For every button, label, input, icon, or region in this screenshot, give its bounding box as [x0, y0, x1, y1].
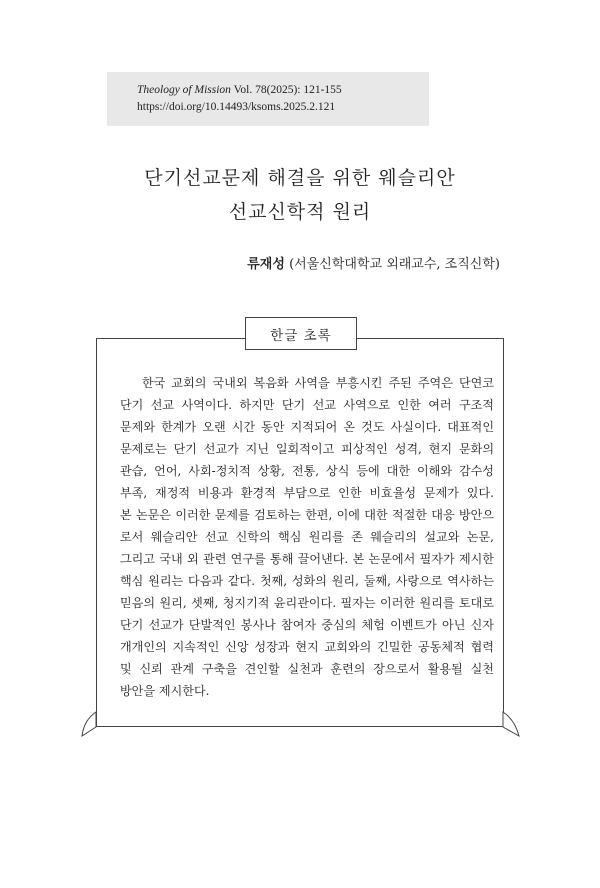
- abstract-line: 믿음의 원리, 셋째, 청지기적 윤리관이다. 필자는 이러한 원리를 토대로: [120, 596, 494, 610]
- abstract-line: 및 신뢰 관계 구축을 견인할 실천과 훈련의 장으로서 활용될 실천: [120, 662, 494, 676]
- journal-name: Theology of Mission: [137, 84, 231, 96]
- page-curl-left-icon: [80, 710, 120, 744]
- author-info: [247, 253, 500, 272]
- abstract-line: 방안을 제시한다.: [120, 684, 210, 698]
- abstract-line: 개개인의 지속적인 신앙 성장과 현지 교회와의 긴밀한 공동체적 협력: [120, 640, 494, 654]
- doi-link[interactable]: https://doi.org/10.14493/ksoms.2025.2.121: [137, 101, 336, 113]
- abstract-label: 한글 초록: [245, 317, 357, 350]
- abstract-line: 그리고 국내 외 관련 연구를 통해 끌어낸다. 본 논문에서 필자가 제시한: [120, 552, 494, 566]
- volume-info: Vol. 78(2025): 121-155: [233, 84, 342, 96]
- abstract-line: 핵심 원리는 다음과 같다. 첫째, 성화의 원리, 둘째, 사랑으로 역사하는: [120, 574, 494, 588]
- abstract-line: 본 논문은 이러한 문제를 검토하는 한편, 이에 대한 적절한 대응 방안으: [120, 508, 494, 522]
- author-affiliation: (서울신학대학교 외래교수, 조직신학): [289, 257, 500, 272]
- title-line-1: 단기선교문제 해결을 위한 웨슬리안: [144, 167, 456, 189]
- abstract-line: 로서 웨슬리안 선교 신학의 핵심 원리를 존 웨슬리의 설교와 논문,: [120, 530, 494, 544]
- title-line-2: 선교신학적 원리: [228, 201, 372, 223]
- abstract-line: 관습, 언어, 사회-정치적 상황, 전통, 상식 등에 대한 이해와 감수성: [120, 464, 494, 478]
- abstract-body: [120, 372, 494, 702]
- page-curl-right-icon: [486, 710, 526, 744]
- author-name: 류재성: [247, 257, 285, 272]
- abstract-line: 문제로는 단기 선교가 지닌 일회적이고 피상적인 성격, 현지 문화의: [120, 442, 494, 456]
- citation-line: [137, 82, 429, 99]
- abstract-line: 단기 선교 사역이다. 하지만 단기 선교 사역으로 인한 여러 구조적: [120, 398, 494, 412]
- abstract-line: 문제와 한계가 오랜 시간 동안 지적되어 온 것도 사실이다. 대표적인: [120, 420, 494, 434]
- abstract-line: 단기 선교가 단발적인 봉사나 참여자 중심의 체험 이벤트가 아닌 신자: [120, 618, 494, 632]
- journal-header: [107, 72, 429, 126]
- abstract-line: 부족, 재정적 비용과 환경적 부담으로 인한 비효율성 문제가 있다.: [120, 486, 494, 500]
- abstract-line: 한국 교회의 국내외 복음화 사역을 부흥시킨 주된 주역은 단연코: [142, 376, 494, 390]
